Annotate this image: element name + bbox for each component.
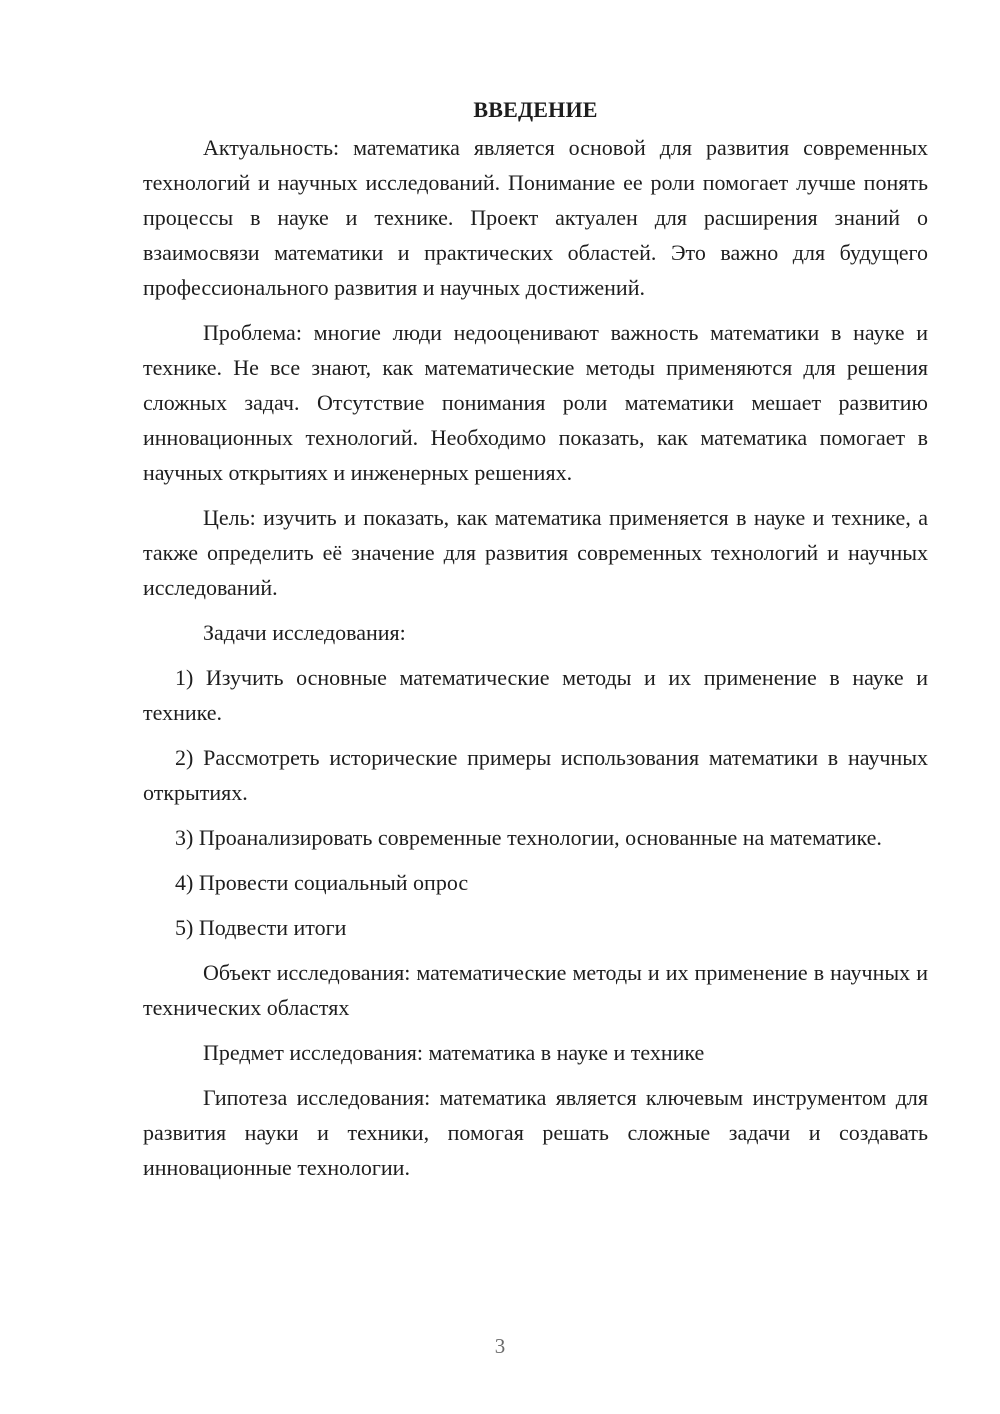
list-item: 3) Проанализировать современные технологии, основанные на математике.: [175, 825, 882, 850]
list-item: 1) Изучить основные математические методы и их применение в науке и технике.: [143, 665, 928, 725]
subject-paragraph: Предмет исследования: математика в науке и технике: [203, 1040, 705, 1065]
page-title: ВВЕДЕНИЕ: [473, 97, 598, 122]
tasks-list: [143, 660, 928, 945]
list-item: 2) Рассмотреть исторические примеры использования математики в научных открытиях.: [143, 745, 928, 805]
tasks-heading: Задачи исследования:: [203, 620, 406, 645]
problem-paragraph: Проблема: многие люди недооценивают важность математики в науке и технике. Не все знают, как математические методы применяются для решения сложных задач. Отсутствие понимания роли математики мешает развитию инновационных технологий. Необходимо показать, как математика помогает в научных открытиях и инженерных решениях.: [143, 320, 928, 485]
object-paragraph: Объект исследования: математические методы и их применение в научных и технических областях: [143, 960, 928, 1020]
list-item: 5) Подвести итоги: [175, 915, 347, 940]
goal-paragraph: Цель: изучить и показать, как математика применяется в науке и технике, а также определить её значение для развития современных технологий и научных исследований.: [143, 505, 928, 600]
list-item: 4) Провести социальный опрос: [175, 870, 469, 895]
relevance-paragraph: Актуальность: математика является основой для развития современных технологий и научных исследований. Понимание ее роли помогает лучше понять процессы в науке и технике. Проект актуален для расширения знаний о взаимосвязи математики и практических областей. Это важно для будущего профессионального развития и научных достижений.: [143, 135, 928, 300]
document-body: [143, 92, 928, 1195]
hypothesis-paragraph: Гипотеза исследования: математика является ключевым инструментом для развития науки и техники, помогая решать сложные задачи и создавать инновационные технологии.: [143, 1085, 928, 1180]
page-number: 3: [494, 1334, 506, 1358]
